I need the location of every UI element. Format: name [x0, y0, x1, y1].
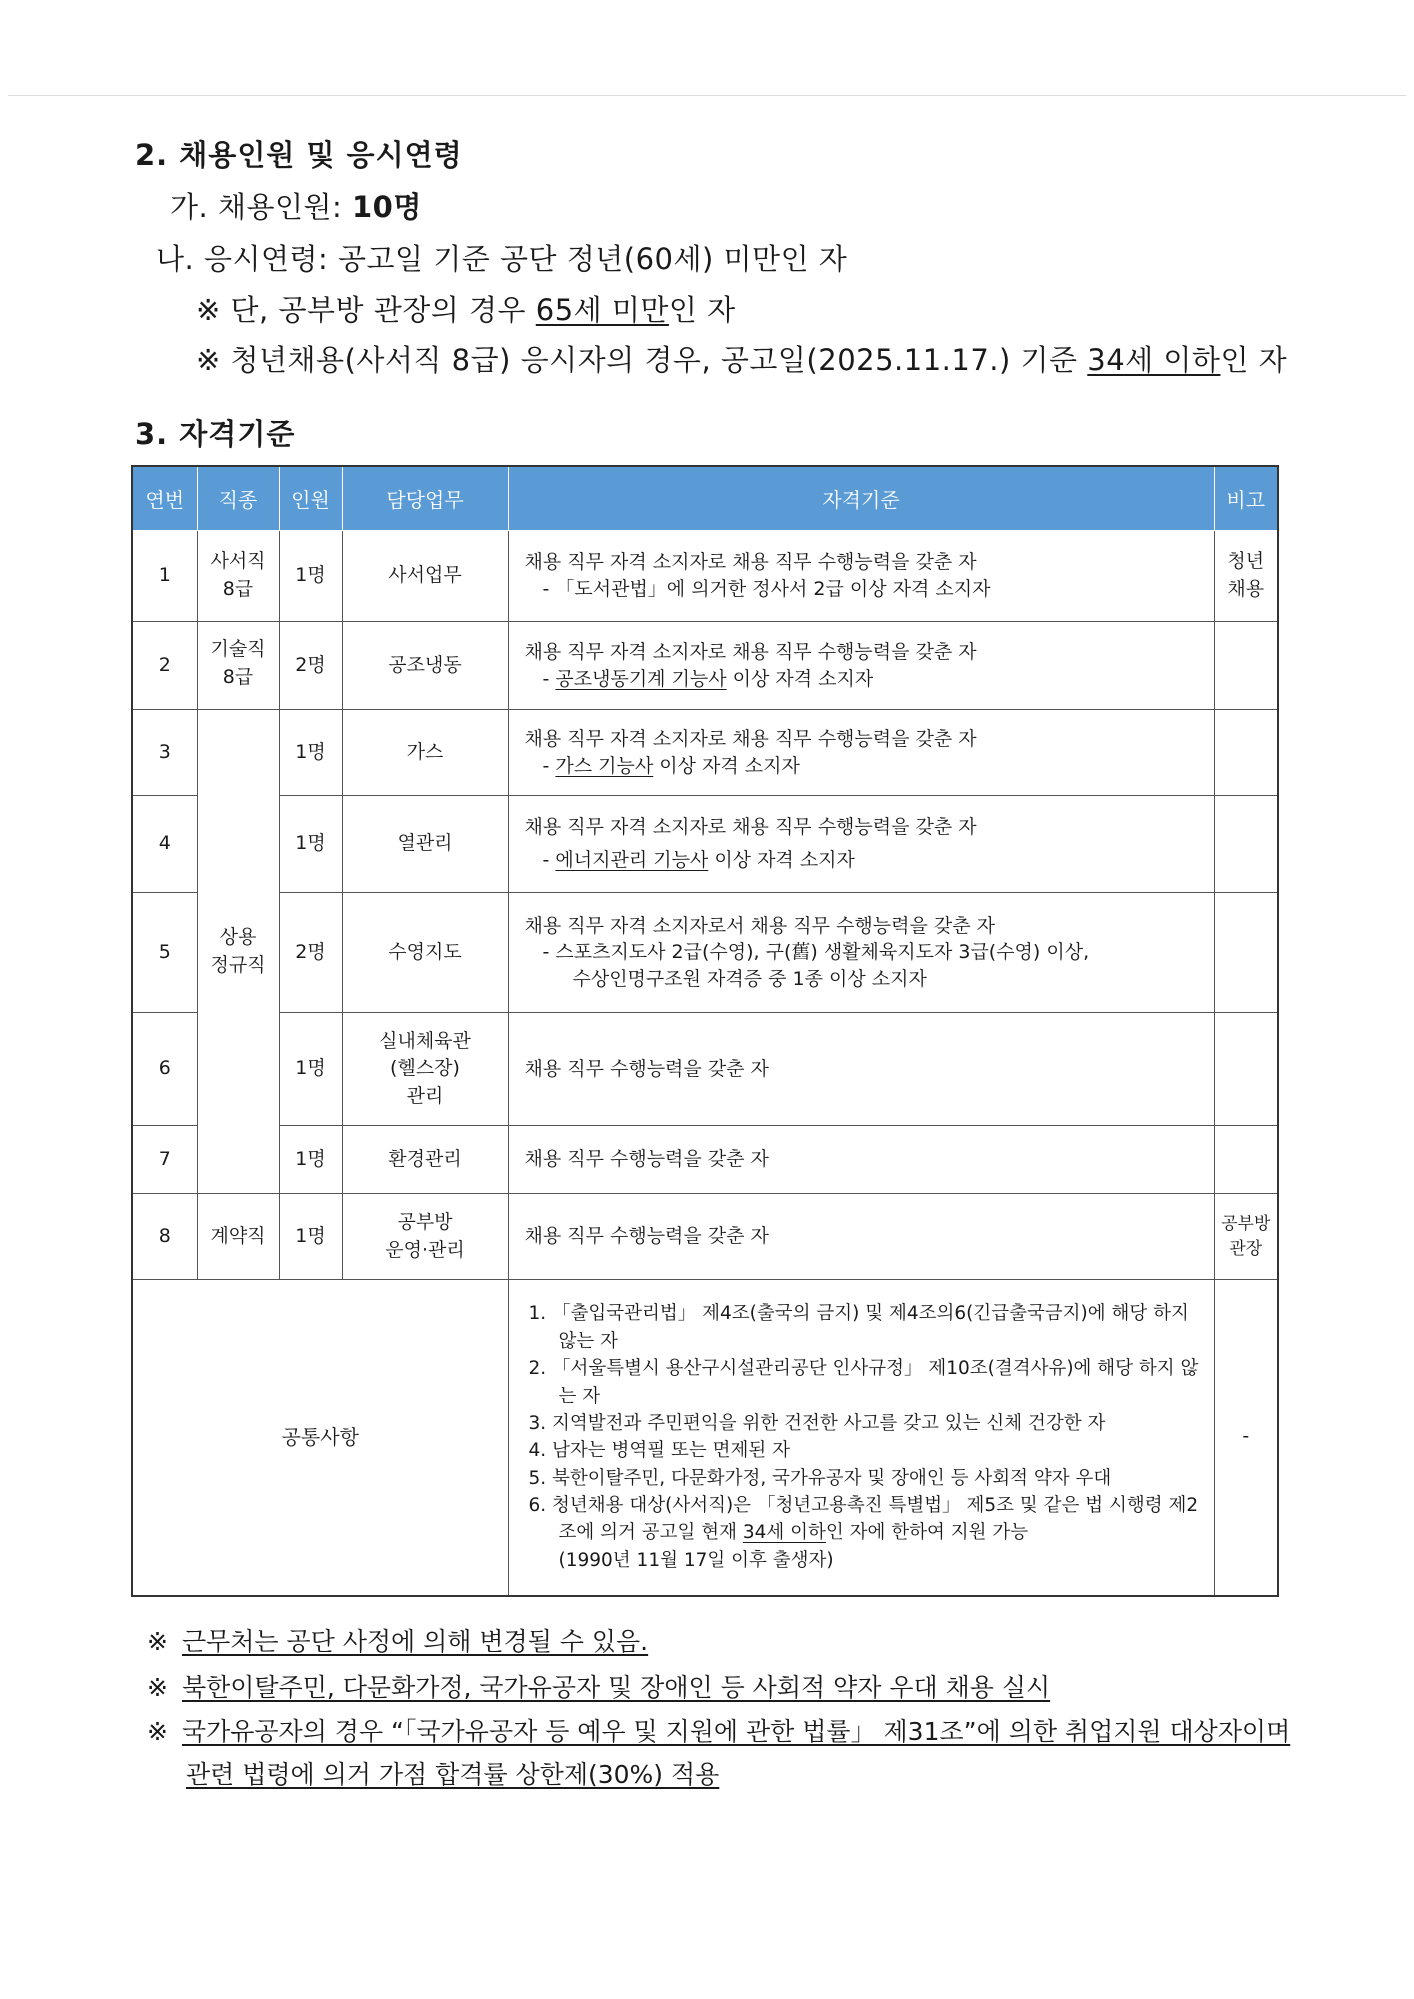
header-duty: 담당업무	[342, 466, 508, 531]
row-criteria	[508, 531, 1214, 622]
row-no: 1	[132, 531, 197, 622]
row-note-line: 채용	[1227, 578, 1265, 600]
row-duty-line: 실내체육관	[379, 1029, 471, 1052]
header-no: 연번	[132, 466, 197, 531]
age-note-2-prefix: ※ 청년채용(사서직 8급) 응시자의 경우, 공고일(2025.11.17.) 기준	[196, 343, 1078, 377]
list-item: 4. 남자는 병역필 또는 면제된 자	[528, 1440, 791, 1462]
footnote-3	[147, 1712, 1290, 1748]
common-label: 공통사항	[132, 1280, 508, 1596]
recruit-count-value: 10명	[352, 190, 422, 224]
criteria-main: 채용 직무 자격 소지자로 채용 직무 수행능력을 갖춘 자	[524, 640, 977, 663]
criteria-sub-underlined: 가스 기능사	[555, 754, 654, 777]
row-duty: 사서업무	[342, 531, 508, 622]
row-criteria	[508, 622, 1214, 710]
row-no: 8	[132, 1194, 197, 1280]
row-duty: 환경관리	[342, 1126, 508, 1194]
row-type	[197, 531, 279, 622]
list-item-6-tail: (1990년 11월 17일 이후 출생자)	[558, 1549, 834, 1571]
common-criteria	[508, 1280, 1214, 1596]
row-duty-line: 운영·관리	[385, 1238, 465, 1261]
footnote-2-text: 북한이탈주민, 다문화가정, 국가유공자 및 장애인 등 사회적 약자 우대 채용 실시	[181, 1673, 1051, 1702]
row-duty-line: (헬스장)	[390, 1057, 460, 1080]
row-type-line: 8급	[222, 578, 254, 600]
criteria-sub-underlined: 에너지관리 기능사	[555, 849, 709, 871]
row-type-line: 정규직	[210, 953, 266, 976]
age-note-2-suffix: 인 자	[1220, 343, 1288, 377]
row-count: 1명	[279, 1194, 342, 1280]
table-row	[132, 796, 1278, 893]
header-criteria: 자격기준	[508, 466, 1214, 531]
table-row	[132, 710, 1278, 796]
criteria-main: 채용 직무 자격 소지자로 채용 직무 수행능력을 갖춘 자	[524, 551, 977, 574]
row-criteria	[508, 796, 1214, 893]
row-type-line: 사서직	[210, 550, 266, 573]
criteria-sub-dash: -	[542, 754, 556, 777]
table-row	[132, 622, 1278, 710]
age-note-2	[196, 338, 1287, 379]
table-row	[132, 531, 1278, 622]
list-item	[529, 1492, 1200, 1574]
row-note	[1214, 531, 1278, 622]
criteria-sub-cont: 수상인명구조원 자격증 중 1종 이상 소지자	[572, 967, 927, 990]
row-note-line: 관장	[1229, 1238, 1263, 1259]
row-duty-line: 공부방	[397, 1210, 453, 1233]
list-item: 1. 「출입국관리법」 제4조(출국의 금지) 및 제4조의6(긴급출국금지)에 해당 하지 않는 자	[528, 1303, 1189, 1352]
row-criteria: 채용 직무 수행능력을 갖춘 자	[508, 1194, 1214, 1280]
footnote-3-text: 국가유공자의 경우 “「국가유공자 등 예우 및 지원에 관한 법률」 제31조”에 의한 취업지원 대상자이며	[181, 1717, 1291, 1746]
row-criteria	[508, 893, 1214, 1013]
criteria-sub	[525, 847, 1210, 874]
list-item-6-post: 인 자에 한하여 지원 가능	[825, 1522, 1029, 1544]
criteria-main: 채용 직무 자격 소지자로 채용 직무 수행능력을 갖춘 자	[524, 816, 977, 839]
list-item-6-pre: 6. 청년채용 대상(사서직)은 「청년고용촉진 특별법」 제5조 및 같은 법 시행령 제2조에 의거 공고일 현재	[528, 1495, 1199, 1544]
row-count: 1명	[279, 1126, 342, 1194]
common-row	[132, 1280, 1278, 1596]
criteria-sub-rest: 이상 자격 소지자	[653, 754, 800, 777]
criteria-sub-dash: -	[542, 667, 556, 690]
row-no: 4	[132, 796, 197, 893]
row-criteria: 채용 직무 수행능력을 갖춘 자	[508, 1013, 1214, 1126]
row-note	[1214, 1013, 1278, 1126]
criteria-sub	[525, 666, 1210, 693]
row-count: 1명	[279, 531, 342, 622]
age-note-1-prefix: ※ 단, 공부방 관장의 경우	[196, 293, 527, 327]
section2-title: 2. 채용인원 및 응시연령	[135, 138, 463, 172]
list-item: 2. 「서울특별시 용산구시설관리공단 인사규정」 제10조(결격사유)에 해당 하지 않는 자	[528, 1358, 1199, 1407]
list-item: 5. 북한이탈주민, 다문화가정, 국가유공자 및 장애인 등 사회적 약자 우대	[528, 1467, 1112, 1489]
row-duty-line: 관리	[406, 1084, 444, 1107]
row-note-line: 공부방	[1221, 1213, 1271, 1234]
table-row	[132, 1194, 1278, 1280]
qualification-table	[131, 465, 1279, 1597]
list-item-6-underlined: 34세 이하	[742, 1522, 826, 1544]
row-duty: 수영지도	[342, 893, 508, 1013]
row-no: 3	[132, 710, 197, 796]
row-no: 7	[132, 1126, 197, 1194]
row-criteria	[508, 710, 1214, 796]
section3-title: 3. 자격기준	[135, 417, 296, 451]
row-no: 6	[132, 1013, 197, 1126]
row-type-line: 상용	[219, 925, 257, 948]
table-row	[132, 1013, 1278, 1126]
age-note-1-suffix: 인 자	[668, 293, 736, 327]
row-type	[197, 710, 279, 1194]
row-duty: 열관리	[342, 796, 508, 893]
footnote-mark: ※	[147, 1627, 168, 1656]
recruit-count-line	[170, 185, 422, 226]
row-count: 1명	[279, 1013, 342, 1126]
footnote-2	[147, 1668, 1050, 1704]
row-no: 5	[132, 893, 197, 1013]
row-note	[1214, 1194, 1278, 1280]
row-criteria: 채용 직무 수행능력을 갖춘 자	[508, 1126, 1214, 1194]
age-limit-line: 나. 응시연령: 공고일 기준 공단 정년(60세) 미만인 자	[156, 242, 848, 276]
footnote-mark: ※	[147, 1673, 168, 1702]
row-type-line: 기술직	[210, 638, 266, 660]
criteria-sub-underlined: 공조냉동기계 기능사	[555, 667, 727, 690]
footnote-3-text-cont: 관련 법령에 의거 가점 합격률 상한제(30%) 적용	[186, 1760, 720, 1789]
header-count: 인원	[279, 466, 342, 531]
recruit-count-label: 가. 채용인원:	[170, 190, 343, 224]
common-note: -	[1214, 1280, 1278, 1596]
table-row	[132, 1126, 1278, 1194]
footnote-mark: ※	[147, 1717, 168, 1746]
row-count: 1명	[279, 710, 342, 796]
criteria-main: 채용 직무 자격 소지자로서 채용 직무 수행능력을 갖춘 자	[524, 914, 995, 937]
row-note	[1214, 796, 1278, 893]
row-note	[1214, 1126, 1278, 1194]
header-type: 직종	[197, 466, 279, 531]
age-note-2-underlined: 34세 이하	[1087, 343, 1221, 377]
criteria-sub: - 스포츠지도사 2급(수영), 구(舊) 생활체육지도자 3급(수영) 이상,	[542, 941, 1090, 964]
row-duty: 공조냉동	[342, 622, 508, 710]
row-duty: 가스	[342, 710, 508, 796]
row-duty	[342, 1194, 508, 1280]
criteria-sub-rest: 이상 자격 소지자	[726, 667, 874, 690]
row-note-line: 청년	[1227, 550, 1265, 573]
row-count: 2명	[279, 893, 342, 1013]
row-type-line: 8급	[222, 665, 254, 688]
criteria-sub: - 「도서관법」에 의거한 정사서 2급 이상 자격 소지자	[542, 578, 991, 600]
table-header-row	[132, 466, 1278, 531]
header-note: 비고	[1214, 466, 1278, 531]
row-note	[1214, 710, 1278, 796]
row-type: 계약직	[197, 1194, 279, 1280]
criteria-main: 채용 직무 자격 소지자로 채용 직무 수행능력을 갖춘 자	[524, 727, 977, 750]
row-count: 2명	[279, 622, 342, 710]
footnote-1	[147, 1622, 648, 1658]
row-note	[1214, 893, 1278, 1013]
criteria-sub-rest: 이상 자격 소지자	[708, 849, 855, 871]
age-note-1-underlined: 65세 미만	[535, 293, 669, 327]
row-note	[1214, 622, 1278, 710]
page-top-rule	[8, 95, 1406, 96]
footnote-1-text: 근무처는 공단 사정에 의해 변경될 수 있음.	[181, 1627, 649, 1656]
row-duty	[342, 1013, 508, 1126]
row-no: 2	[132, 622, 197, 710]
list-item: 3. 지역발전과 주민편익을 위한 건전한 사고를 갖고 있는 신체 건강한 자	[528, 1412, 1106, 1434]
row-type	[197, 622, 279, 710]
criteria-sub	[525, 753, 1210, 780]
row-count: 1명	[279, 796, 342, 893]
age-note-1	[196, 288, 736, 329]
criteria-sub-dash: -	[542, 849, 556, 871]
table-row	[132, 893, 1278, 1013]
common-list	[513, 1300, 1210, 1574]
footnote-3-cont	[186, 1755, 719, 1791]
